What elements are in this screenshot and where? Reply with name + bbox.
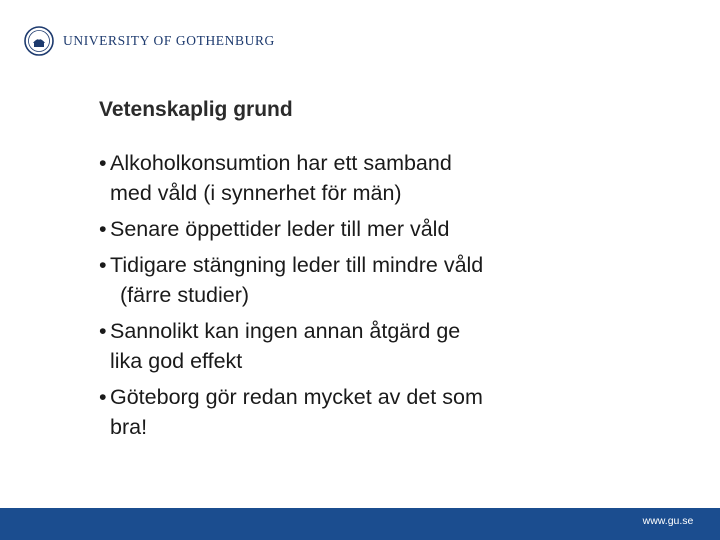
footer-bar bbox=[0, 508, 720, 540]
university-name: UNIVERSITY OF GOTHENBURG bbox=[63, 33, 275, 48]
bullet-text: Göteborg gör redan mycket av det som bbox=[110, 385, 483, 409]
bullet-marker: • bbox=[99, 385, 107, 409]
bullet-marker: • bbox=[99, 319, 107, 343]
bullet-marker: • bbox=[99, 217, 107, 241]
bullet-text: bra! bbox=[110, 415, 148, 439]
bullet-marker: • bbox=[99, 253, 107, 277]
bullet-text: Sannolikt kan ingen annan åtgärd ge bbox=[110, 319, 461, 343]
bullet-item bbox=[99, 382, 483, 442]
bullet-text: lika god effekt bbox=[110, 349, 243, 373]
header-logo bbox=[24, 26, 275, 56]
bullet-text: Senare öppettider leder till mer våld bbox=[110, 217, 450, 241]
bullet-item bbox=[99, 214, 483, 244]
bullet-text: Tidigare stängning leder till mindre våld bbox=[110, 253, 484, 277]
bullet-item bbox=[99, 148, 483, 208]
footer-url[interactable]: www.gu.se bbox=[642, 515, 694, 527]
bullet-list bbox=[99, 148, 483, 448]
bullet-text: Alkoholkonsumtion har ett samband bbox=[110, 151, 452, 175]
university-seal-icon bbox=[24, 26, 54, 56]
bullet-item bbox=[99, 316, 483, 376]
bullet-marker: • bbox=[99, 151, 107, 175]
bullet-text: med våld (i synnerhet för män) bbox=[110, 181, 402, 205]
bullet-text: (färre studier) bbox=[120, 283, 250, 307]
slide-title: Vetenskaplig grund bbox=[99, 98, 293, 121]
bullet-item bbox=[99, 250, 483, 310]
